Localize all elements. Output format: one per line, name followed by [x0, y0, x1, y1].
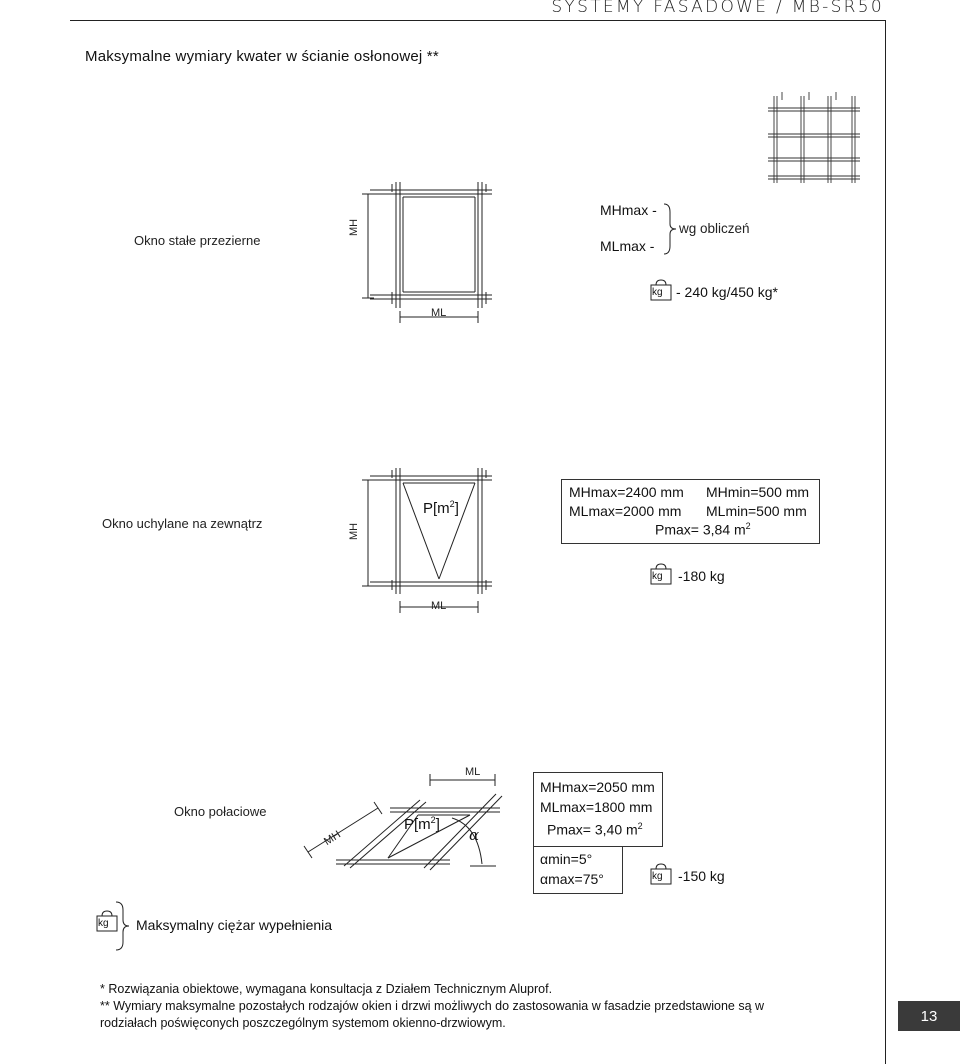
- roof-mh-dimension: MH: [322, 828, 343, 849]
- tilt-mhmax: MHmax=2400 mm: [569, 484, 684, 500]
- footnote-2: ** Wymiary maksymalne pozostałych rodzajów okien i drzwi możliwych do zastosowania w fasadzie przedstawione są w: [100, 999, 765, 1013]
- fixed-ml-dimension: ML: [431, 307, 447, 319]
- tilt-ml-dimension: ML: [431, 600, 447, 612]
- roof-alpha-max: αmax=75°: [540, 871, 604, 887]
- fixed-mhmax: MHmax -: [600, 202, 657, 218]
- roof-alpha-min: αmin=5°: [540, 851, 593, 867]
- tilt-area-label: $P[m^2]$: [423, 499, 459, 517]
- tilt-pmax: Pmax= 3,84 $m^2$: [655, 521, 751, 538]
- fixed-mh-dimension: MH: [348, 218, 360, 236]
- facade-grid-illustration: [764, 88, 864, 188]
- tilt-weight: -180 kg: [678, 568, 725, 584]
- tilt-mhmin: MHmin=500 mm: [706, 484, 810, 500]
- roof-mhmax: MHmax=2050 mm: [540, 779, 655, 795]
- footnote-3: rodziałach poświęconych poszczególnym systemom okienno-drzwiowym.: [100, 1016, 506, 1030]
- fixed-weight: - 240 kg/450 kg*: [676, 284, 778, 300]
- fixed-mlmax: MLmax -: [600, 238, 655, 254]
- footnote-1: * Rozwiązania obiektowe, wymagana konsultacja z Działem Technicznym Aluprof.: [100, 982, 553, 996]
- tilt-mlmax: MLmax=2000 mm: [569, 503, 682, 519]
- fixed-calc-note: wg obliczeń: [679, 221, 750, 236]
- weight-icon-text: kg: [652, 287, 663, 298]
- tilt-window-diagram: [340, 466, 500, 616]
- tilt-mlmin: MLmin=500 mm: [706, 503, 807, 519]
- legend-text: Maksymalny ciężar wypełnienia: [136, 917, 333, 933]
- tilt-mh-dimension: MH: [348, 522, 360, 540]
- page-number: 13: [898, 1001, 960, 1031]
- roof-area-label: $P[m^2]$: [404, 815, 440, 833]
- roof-alpha-symbol: α: [469, 826, 480, 844]
- weight-icon-text: kg: [652, 871, 663, 882]
- roof-pmax: Pmax= 3,40 $m^2$: [547, 821, 643, 838]
- tilt-window-label: Okno uchylane na zewnątrz: [102, 516, 263, 531]
- roof-weight: -150 kg: [678, 868, 725, 884]
- brace-icon: [662, 202, 678, 256]
- weight-icon-text: kg: [652, 571, 663, 582]
- legend-brace-icon: [114, 900, 132, 952]
- roof-mlmax: MLmax=1800 mm: [540, 799, 653, 815]
- fixed-window-diagram: [340, 180, 500, 325]
- fixed-window-label: Okno stałe przezierne: [134, 233, 261, 248]
- header-title: SYSTEMY FASADOWE / MB-SR50: [551, 0, 884, 17]
- page-heading: Maksymalne wymiary kwater w ścianie osłonowej **: [85, 48, 439, 65]
- legend-weight-icon-text: kg: [98, 918, 109, 929]
- roof-window-label: Okno połaciowe: [174, 804, 267, 819]
- roof-ml-dimension: ML: [465, 766, 481, 778]
